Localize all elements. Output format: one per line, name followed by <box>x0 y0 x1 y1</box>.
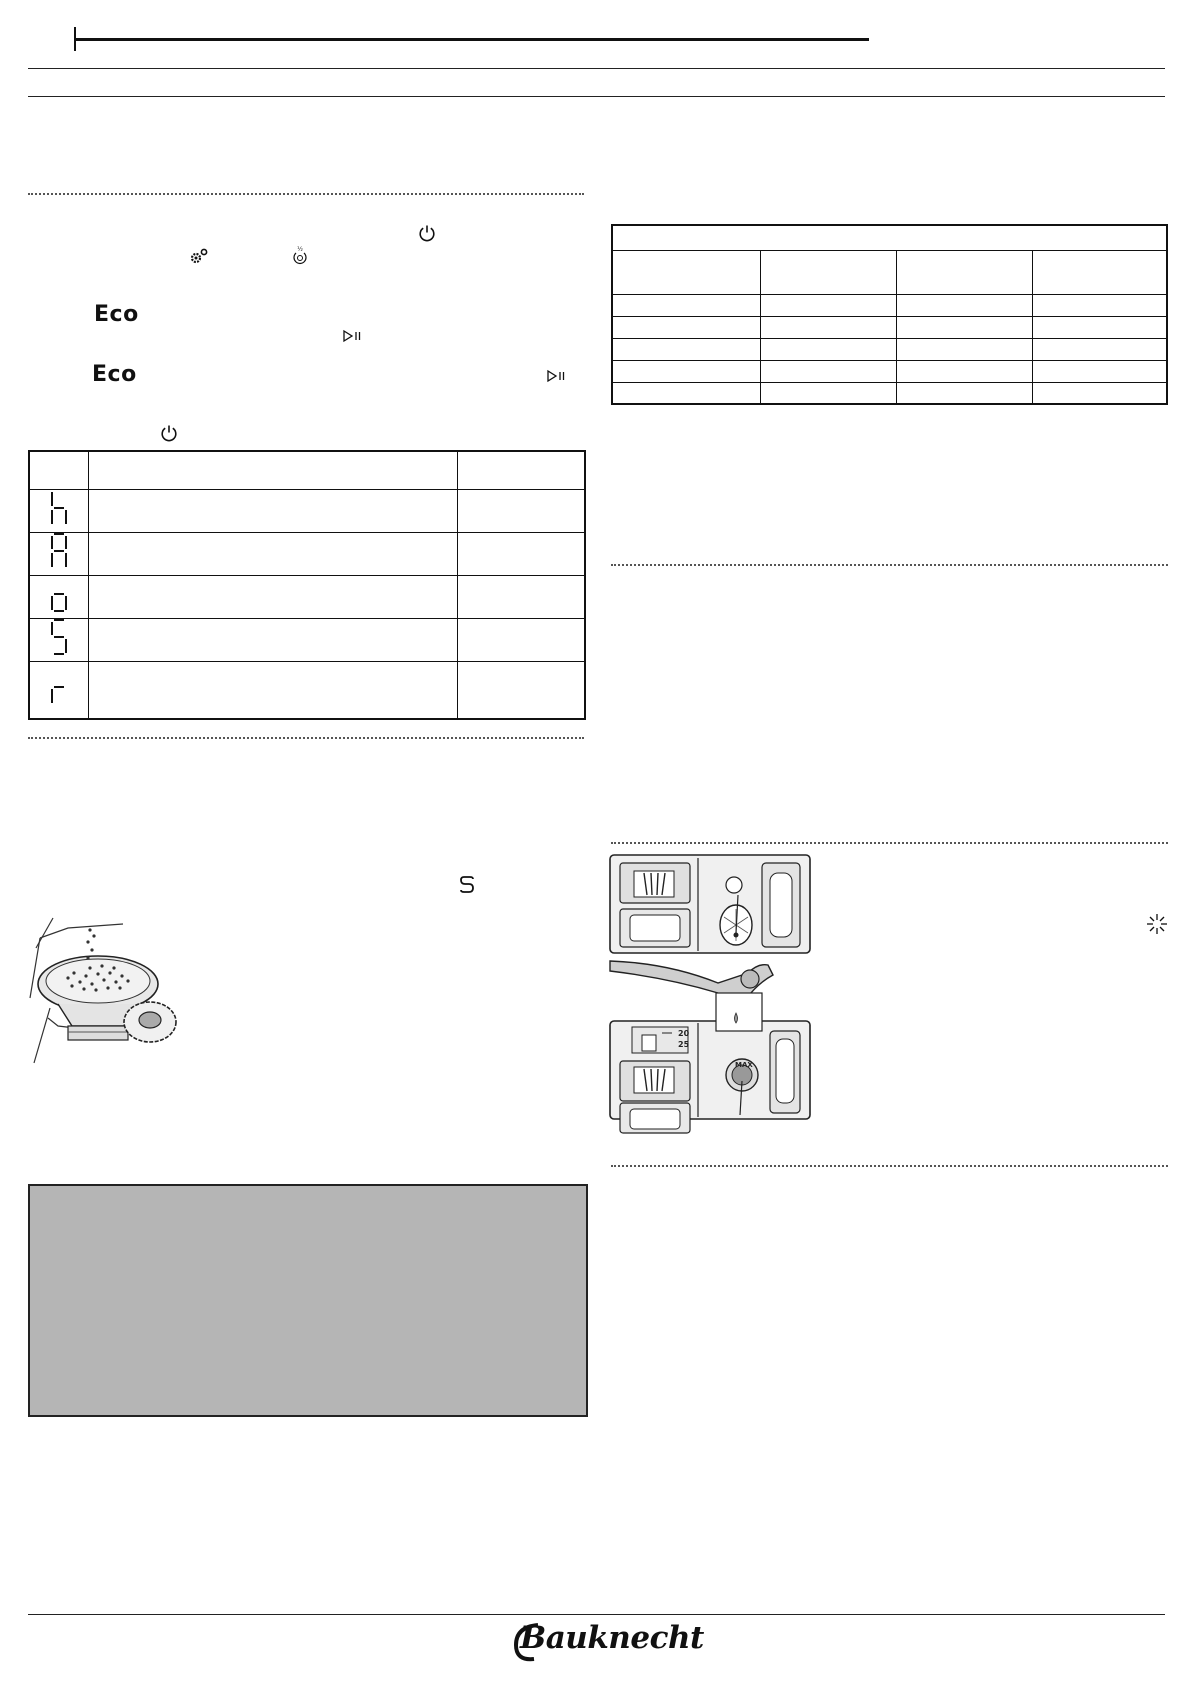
table-row <box>612 338 1167 360</box>
header-rule-bottom <box>28 96 1165 97</box>
brand-logo: Bauknecht <box>520 1620 704 1656</box>
table-row <box>29 489 585 532</box>
rinse-aid-icon <box>1146 913 1168 935</box>
settings-gears-icon <box>189 247 209 265</box>
table-title-row <box>612 225 1167 250</box>
table-header-row <box>29 451 585 489</box>
table-row <box>29 532 585 575</box>
section-divider-left-1 <box>28 193 584 195</box>
table-row <box>612 382 1167 404</box>
play-pause-icon <box>342 329 364 343</box>
segment-r-symbol <box>49 669 69 705</box>
table-row <box>29 618 585 661</box>
footer-rule <box>28 1614 1165 1615</box>
svg-text:½: ½ <box>297 246 303 253</box>
eco-label-1: Eco <box>94 302 139 327</box>
header-rule-top <box>28 68 1165 69</box>
settings-table <box>28 450 586 720</box>
segment-h-symbol <box>49 490 69 526</box>
eco-label-2: Eco <box>92 362 137 387</box>
segment-s-symbol <box>49 619 69 655</box>
section-divider-right-1 <box>611 564 1168 566</box>
half-load-icon <box>291 245 309 265</box>
power-icon <box>160 424 178 442</box>
dial-label-top: 20 <box>678 1029 690 1038</box>
header-bar <box>74 38 869 41</box>
salt-icon <box>458 875 476 895</box>
table-header-row <box>612 250 1167 294</box>
table-row <box>612 316 1167 338</box>
segment-o-symbol <box>49 576 69 612</box>
table-row <box>612 294 1167 316</box>
table-row <box>29 575 585 618</box>
note-box <box>28 1184 588 1417</box>
section-divider-right-3 <box>611 1165 1168 1167</box>
play-pause-icon <box>546 369 568 383</box>
salt-funnel-illustration <box>28 918 183 1066</box>
section-divider-left-2 <box>28 737 584 739</box>
dial-label-bottom: 25 <box>678 1040 690 1049</box>
rinse-max-label: MAX <box>735 1061 753 1069</box>
power-icon <box>418 224 436 242</box>
dispenser-illustration <box>608 853 813 1138</box>
section-divider-right-2 <box>611 842 1168 844</box>
table-row <box>29 661 585 719</box>
water-hardness-table <box>611 224 1168 405</box>
table-row <box>612 360 1167 382</box>
segment-a-symbol <box>49 533 69 569</box>
